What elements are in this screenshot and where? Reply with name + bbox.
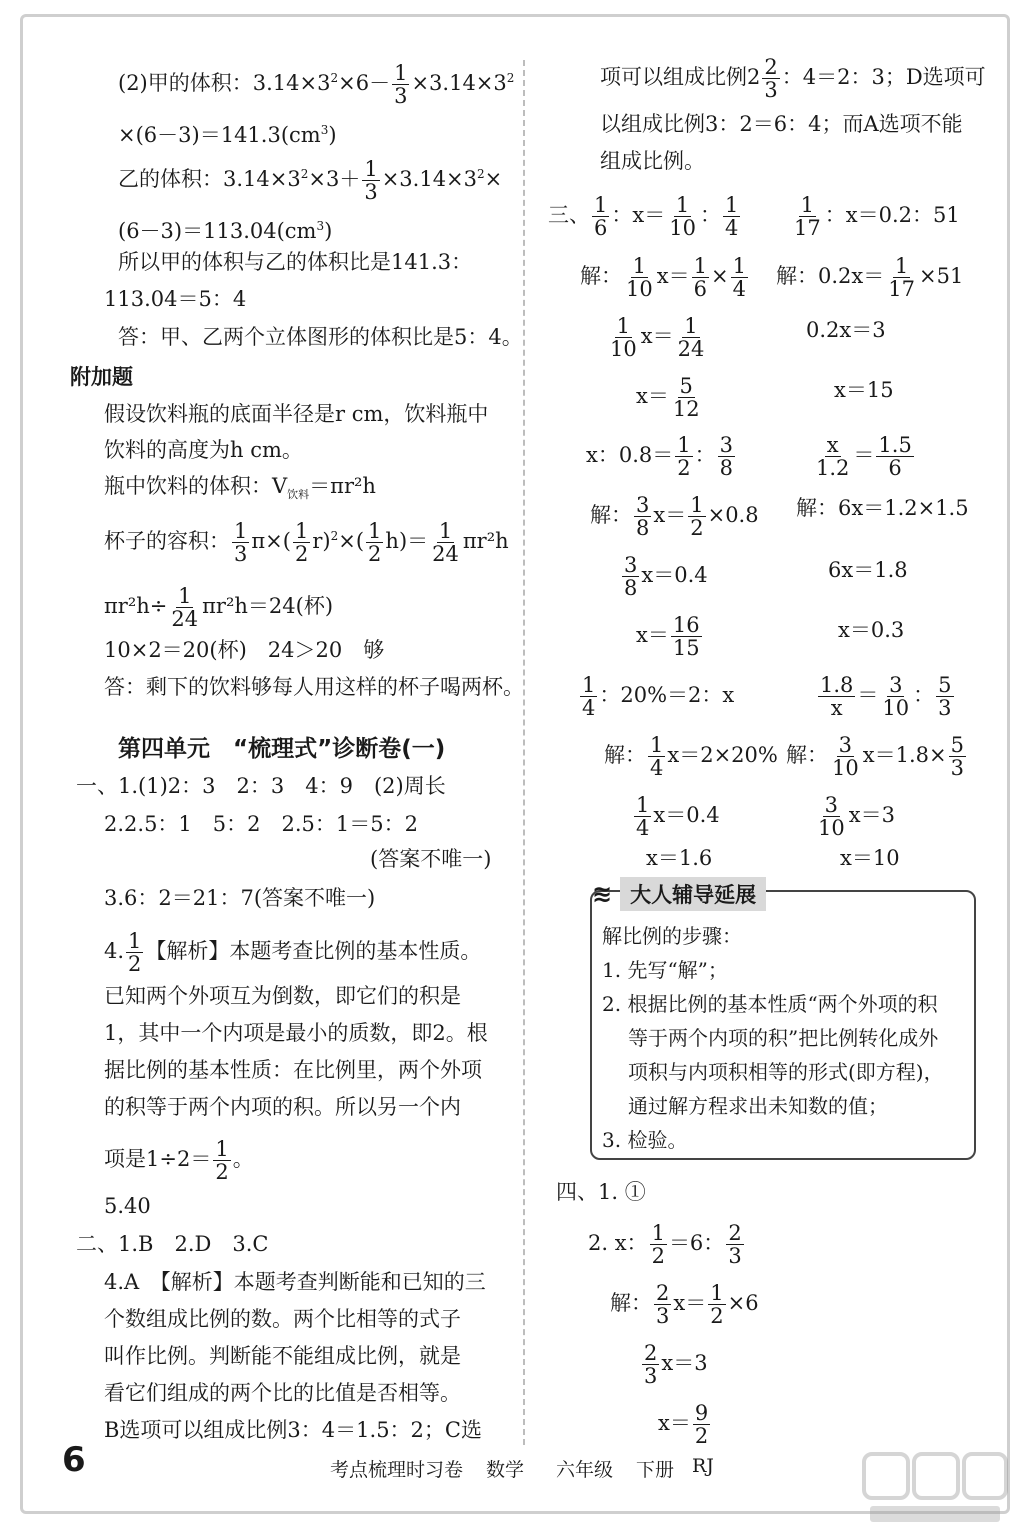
- text-line: 据比例的基本性质：在比例里，两个外项: [104, 1058, 482, 1082]
- tip-line: 3. 检验。: [602, 1128, 688, 1152]
- section-heading: 附加题: [70, 365, 133, 389]
- answer-line: 4. $\frac{1}{2}$ 【解析】本题考查比例的基本性质。: [104, 929, 482, 976]
- text-line: 杯子的容积： $\frac{1}{3}$ π×( $\frac{1}{2}$ r)$^2$×( $\frac{1}{2}$ h)＝ $\frac{1}{24}$ πr²h: [104, 519, 509, 566]
- text-line: 乙的体积：$3.14\times 3^2\times 3+$ $\frac{1}{3}$ $\times 3.14\times 3^2\times$: [118, 157, 503, 204]
- answer-line: 一、1.(1)2：3 2：3 4：9 (2)周长: [76, 774, 446, 798]
- text-line: 组成比例。: [600, 149, 705, 173]
- solution-line: x＝ $\frac{9}{2}$: [658, 1401, 709, 1448]
- watermark-logo-icon: [860, 1448, 1010, 1528]
- answer-line: 4.A 【解析】本题考查判断能和已知的三: [104, 1270, 486, 1294]
- text-line: 项是1÷2＝ $\frac{1}{2}$ 。: [104, 1137, 254, 1184]
- solution-line: 解： $\frac{2}{3}$ x＝ $\frac{1}{2}$ ×6: [610, 1281, 759, 1328]
- solution-line: $\frac{3}{8}$ x＝0.4: [624, 553, 708, 600]
- tip-line: 项积与内项积相等的形式(即方程)，: [628, 1060, 944, 1084]
- problem-line: 2. x： $\frac{1}{2}$ ＝6： $\frac{2}{3}$: [588, 1221, 742, 1268]
- solution-line: x＝10: [840, 846, 900, 870]
- text-line: $\times(6-3)=141.3(cm^3)$: [118, 123, 337, 147]
- solution-line: x＝ $\frac{5}{12}$: [636, 374, 700, 421]
- problem-line: x：0.8＝ $\frac{1}{2}$ ： $\frac{3}{8}$: [586, 433, 733, 480]
- tip-line: 1. 先写“解”；: [602, 958, 728, 982]
- text-line: 叫作比例。判断能不能组成比例，就是: [104, 1344, 461, 1368]
- text-line: 已知两个外项互为倒数，即它们的积是: [104, 984, 461, 1008]
- text-line: 1，其中一个内项是最小的质数，即2。根: [104, 1021, 488, 1045]
- solution-line: $\frac{2}{3}$ x＝3: [644, 1341, 708, 1388]
- text-line: $(6-3)=113.04(cm^3)$: [118, 219, 333, 243]
- answer-note: (答案不唯一): [370, 847, 492, 871]
- problem-line: $\frac{1}{17}$ ：x＝0.2：51: [794, 193, 960, 240]
- tip-title: 大人辅导延展: [620, 877, 766, 911]
- text-line: 10×2＝20(杯) 24＞20 够: [104, 638, 385, 662]
- footer-edition: RJ: [692, 1455, 714, 1477]
- text-line: 个数组成比例的数。两个比相等的式子: [104, 1307, 461, 1331]
- solution-line: $\frac{1}{4}$ x＝0.4: [636, 793, 720, 840]
- text-line: 所以甲的体积与乙的体积比是141.3：: [118, 250, 473, 274]
- solution-line: 解： $\frac{1}{4}$ x＝2×20%: [604, 733, 778, 780]
- text-line: 答：甲、乙两个立体图形的体积比是5：4。: [118, 325, 523, 349]
- answer-line: 3.6：2＝21：7(答案不唯一): [104, 886, 376, 910]
- solution-line: 6x＝1.8: [828, 558, 908, 582]
- solution-line: 解： $\frac{3}{8}$ x＝ $\frac{1}{2}$ ×0.8: [590, 493, 759, 540]
- footer-book: 考点梳理时习卷: [330, 1459, 464, 1481]
- footer-volume: 下册: [636, 1459, 675, 1481]
- solution-line: 0.2x＝3: [806, 318, 886, 342]
- solution-line: $\frac{1}{10}$ x＝ $\frac{1}{24}$: [610, 314, 705, 361]
- problem-line: $\frac{1.8}{x}$ ＝ $\frac{3}{10}$ ： $\frac{5}{3}$: [820, 673, 952, 720]
- tip-line: 2. 根据比例的基本性质“两个外项的积: [602, 992, 938, 1016]
- problem-line: 三、 $\frac{1}{6}$ ：x＝ $\frac{1}{10}$ ： $\frac{1}{4}$: [548, 193, 739, 240]
- page-number: 6: [62, 1440, 86, 1480]
- text-line: πr²h÷ $\frac{1}{24}$ πr²h＝24(杯): [104, 584, 334, 631]
- text-line: 看它们组成的两个比的比值是否相等。: [104, 1381, 461, 1405]
- unit-title: 第四单元 “梳理式”诊断卷(一): [118, 736, 446, 762]
- problem-line: $\frac{x}{1.2}$ ＝ $\frac{1.5}{6}$: [816, 433, 912, 480]
- text-line: 113.04＝5：4: [104, 287, 247, 311]
- answer-line: 2.2.5：1 5：2 2.5：1＝5：2: [104, 812, 418, 836]
- footer-subject: 数学: [486, 1459, 525, 1481]
- solution-line: x＝ $\frac{16}{15}$: [636, 613, 700, 660]
- text-line: B选项可以组成比例3：4＝1.5：2；C选: [104, 1418, 482, 1442]
- tip-line: 通过解方程求出未知数的值；: [628, 1094, 888, 1118]
- text-line: 瓶中饮料的体积：$V_{饮料}=\pi r^2h$: [104, 474, 376, 502]
- problem-line: $\frac{1}{4}$ ：20%＝2：x: [582, 673, 735, 720]
- column-divider: [523, 60, 525, 1445]
- solution-line: $\frac{3}{10}$ x＝3: [818, 793, 895, 840]
- tip-line: 解比例的步骤：: [602, 924, 742, 948]
- text-line: 答：剩下的饮料够每人用这样的杯子喝两杯。: [104, 675, 524, 699]
- wave-icon: ≋: [592, 880, 613, 908]
- text-line: 假设饮料瓶的底面半径是r cm，饮料瓶中: [104, 402, 489, 426]
- text-line: 饮料的高度为h cm。: [104, 438, 303, 462]
- solution-line: x＝0.3: [838, 618, 905, 642]
- tip-header: [592, 878, 766, 910]
- solution-line: 解： $\frac{1}{10}$ x＝ $\frac{1}{6}$ × $\frac{1}{4}$: [580, 254, 746, 301]
- solution-line: 解： $\frac{3}{10}$ x＝1.8× $\frac{5}{3}$: [786, 733, 964, 780]
- text-line: 的积等于两个内项的积。所以另一个内: [104, 1095, 461, 1119]
- solution-line: x＝15: [834, 378, 894, 402]
- tip-line: 等于两个内项的积”把比例转化成外: [628, 1026, 939, 1050]
- answer-line: 四、1. ①: [556, 1180, 646, 1204]
- answer-line: 二、1.B 2.D 3.C: [76, 1232, 269, 1256]
- answer-line: 5.40: [104, 1194, 151, 1218]
- text-line: 项可以组成比例2 $\frac{2}{3}$ ：4＝2：3；D选项可: [600, 55, 986, 102]
- solution-line: 解：6x＝1.2×1.5: [796, 496, 969, 520]
- footer-grade: 六年级: [556, 1459, 614, 1481]
- solution-line: x＝1.6: [646, 846, 713, 870]
- text-line: (2)甲的体积：$3.14\times 3^2\times 6-$ $\frac{1}{3}$ $\times 3.14\times 3^2$: [118, 61, 515, 108]
- text-line: 以组成比例3：2＝6：4；而A选项不能: [600, 112, 963, 136]
- solution-line: 解：0.2x＝ $\frac{1}{17}$ ×51: [776, 254, 964, 301]
